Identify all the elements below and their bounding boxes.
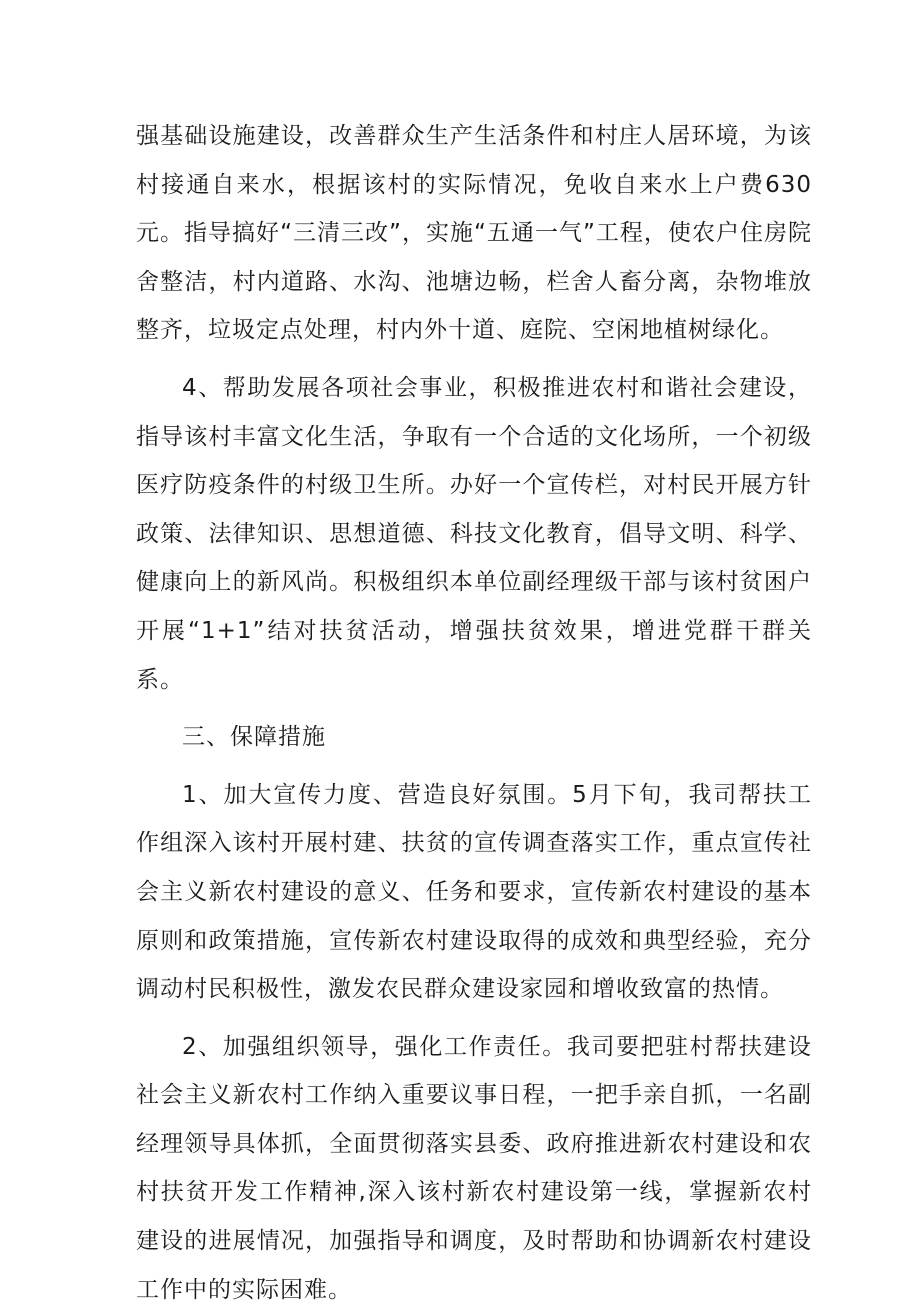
- document-body: [136, 112, 812, 1314]
- paragraph-social-undertakings: 4、帮助发展各项社会事业，积极推进农村和谐社会建设，指导该村丰富文化生活，争取有一个合适的文化场所，一个初级医疗防疫条件的村级卫生所。办好一个宣传栏，对村民开展方针政策、法律知识、思想道德、科技文化教育，倡导文明、科学、健康向上的新风尚。积极组织本单位副经理级干部与该村贫困户开展“1+1”结对扶贫活动，增强扶贫效果，增进党群干群关系。: [136, 374, 812, 693]
- paragraph-infrastructure: 强基础设施建设，改善群众生产生活条件和村庄人居环境，为该村接通自来水，根据该村的实际情况，免收自来水上户费630元。指导搞好“三清三改”，实施“五通一气”工程，使农户住房院舍整洁，村内道路、水沟、池塘边畅，栏舍人畜分离，杂物堆放整齐，垃圾定点处理，村内外十道、庭院、空闲地植树绿化。: [136, 123, 812, 344]
- paragraph-leadership: 2、加强组织领导，强化工作责任。我司要把驻村帮扶建设社会主义新农村工作纳入重要议事日程，一把手亲自抓，一名副经理领导具体抓，全面贯彻落实县委、政府推进新农村建设和农村扶贫开发工作精神,深入该村新农村建设第一线，掌握新农村建设的进展情况，加强指导和调度，及时帮助和协调新农村建设工作中的实际困难。: [136, 1033, 812, 1303]
- section-heading: 三、保障措施: [182, 724, 326, 751]
- paragraph-publicity: 1、加大宣传力度、营造良好氛围。5月下旬，我司帮扶工作组深入该村开展村建、扶贫的宣传调查落实工作，重点宣传社会主义新农村建设的意义、任务和要求，宣传新农村建设的基本原则和政策措施，宣传新农村建设取得的成效和典型经验，充分调动村民积极性，激发农民群众建设家园和增收致富的热情。: [136, 781, 812, 1003]
